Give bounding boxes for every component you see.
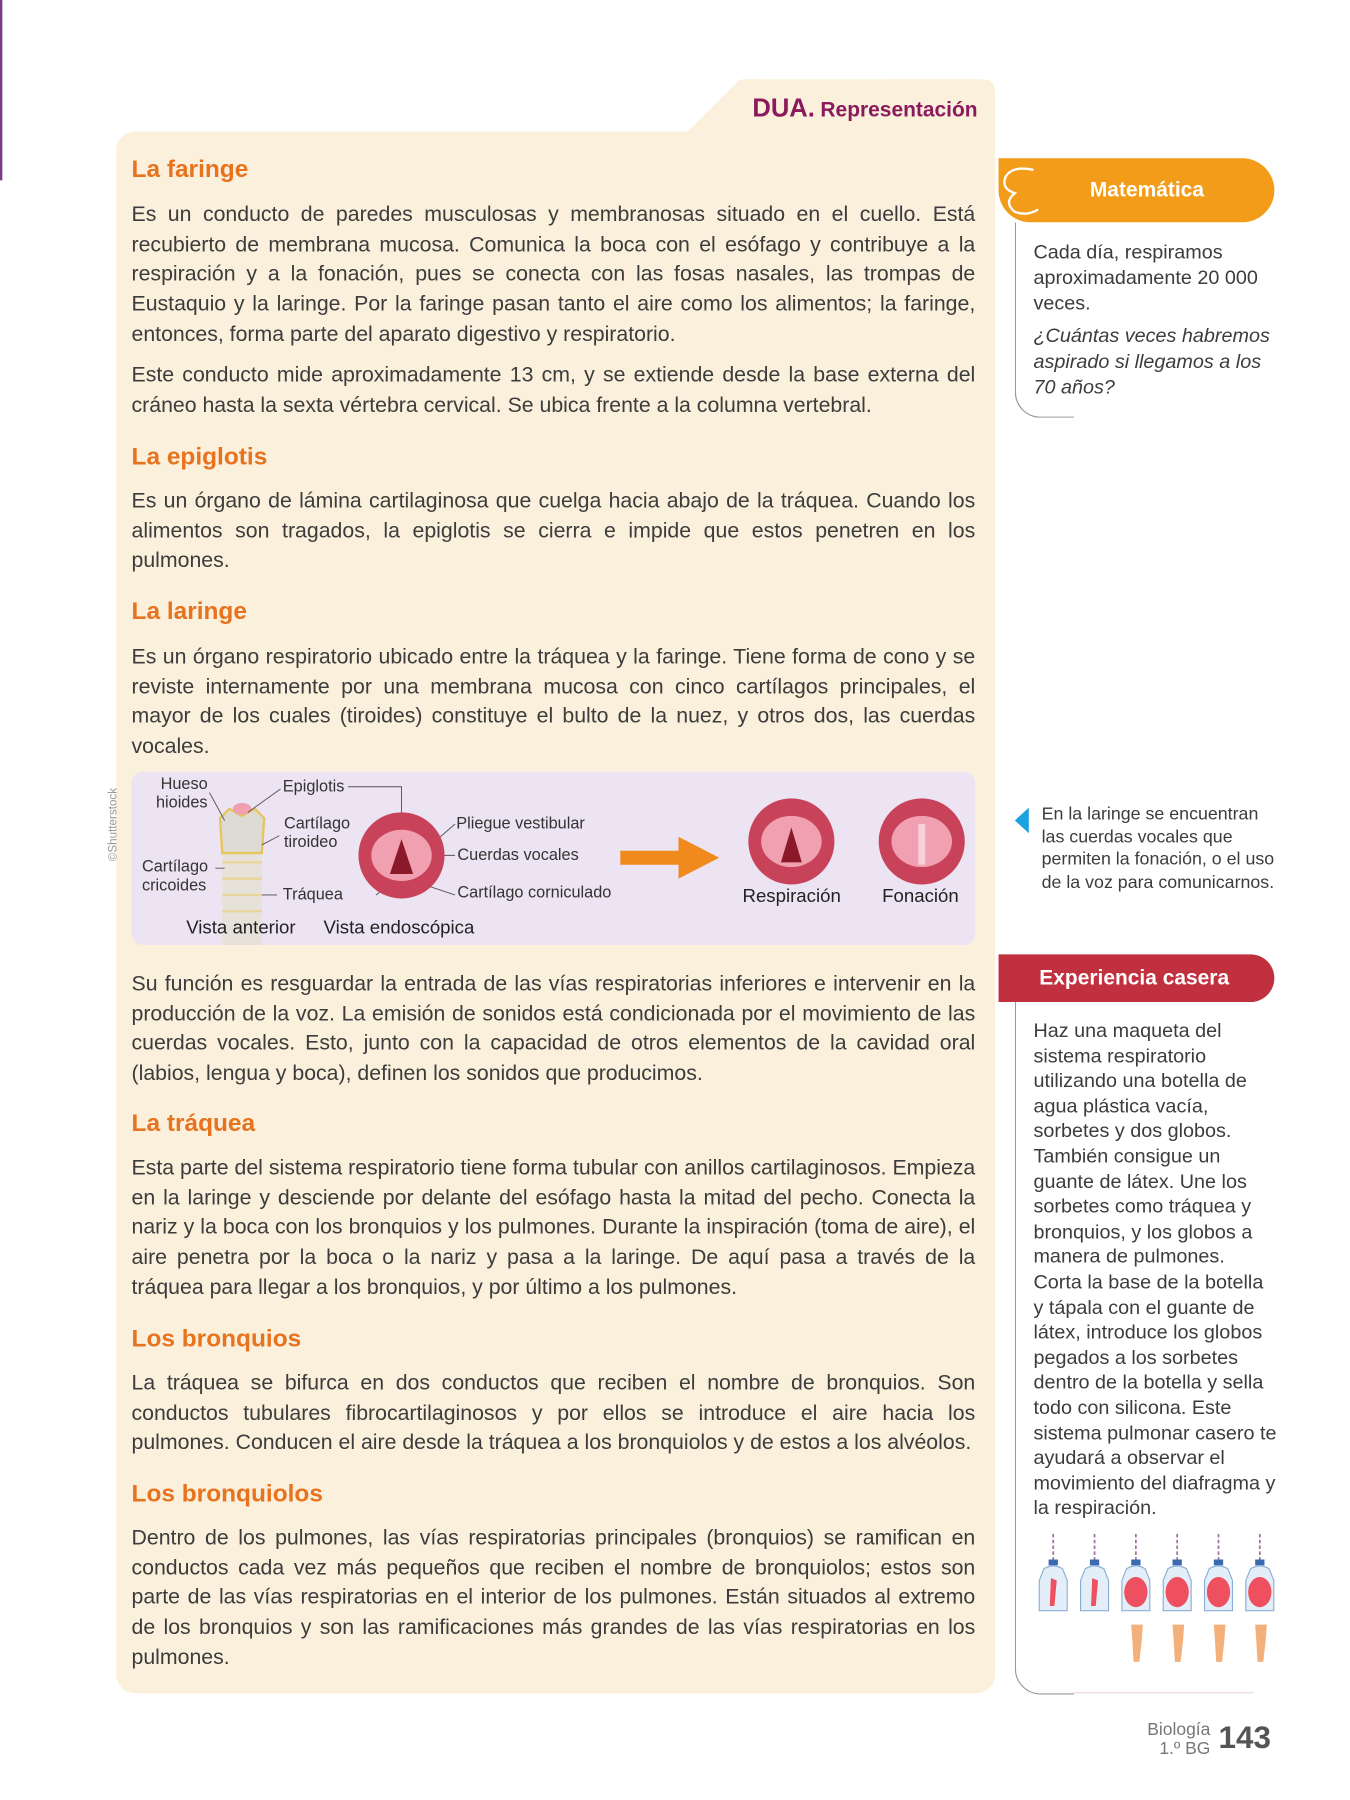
label-hueso: Hueso: [160, 773, 208, 793]
side-note: En la laringe se encuentran las cuerdas vocales que permiten la fonación, o el uso de la voz para comunicarnos.: [1041, 804, 1275, 893]
paragraph: Su función es resguardar la entrada de las vías respiratorias inferiores e intervenir en la producción de la voz. La emisión de sonidos está condicionada por el movimiento de las cuerdas vocales. Esto, junto con la capacidad de otros elementos de la cavidad oral (labios, lengua y boca), definen los sonidos que producimos.: [131, 970, 976, 1085]
bottle-icon: [1205, 1534, 1233, 1662]
caption-respiracion: Respiración: [742, 886, 841, 907]
matematica-content: [1033, 240, 1277, 401]
label-epiglotis: Epiglotis: [282, 776, 345, 795]
heading-epiglotis: La epiglotis: [131, 443, 268, 471]
caption-fonacion: Fonación: [882, 886, 959, 907]
footer-grade: 1.º BG: [1159, 1738, 1211, 1759]
dua-tab: [687, 79, 995, 133]
label-cartilago-cricoides: Cartílago: [141, 856, 209, 876]
experiencia-header: [999, 954, 1275, 1002]
heading-traquea: La tráquea: [131, 1110, 256, 1138]
footer-subject: [1117, 1721, 1210, 1758]
heading-laringe: La laringe: [131, 598, 247, 625]
bottle-icon: [1081, 1534, 1109, 1611]
page-number: 143: [1218, 1720, 1271, 1756]
matematica-question: ¿Cuántas veces habremos aspirado si llegamos a los 70 años?: [1033, 324, 1270, 399]
divider: [1073, 1692, 1253, 1693]
label-cuerdas: Cuerdas vocales: [457, 844, 579, 864]
experiencia-text: Haz una maqueta del sistema respiratorio utilizando una botella de agua plástica vacía, sorbetes y dos globos. También consigue un guante de látex. Une los sorbetes como tráquea y bronquios, y los globos a manera de pulmones. Corta la base de la botella y tápala con el guante de látex, introduce los globos pegados a los sorbetes dentro de la botella y sella todo con silicona. Este sistema pulmonar casero te ayudará a observar el movimiento del diafragma y la respiración.: [1033, 1019, 1277, 1520]
experiencia-title: Experiencia casera: [1039, 965, 1230, 990]
heading-bronquiolos: Los bronquiolos: [131, 1480, 323, 1508]
label-cartilago-tiroideo: Cartílago: [283, 813, 351, 833]
matematica-text: Cada día, respiramos aproximadamente 20 000 veces.: [1033, 240, 1258, 315]
bottle-lungs-illustration: [1030, 1534, 1277, 1677]
paragraph: Este conducto mide aproximadamente 13 cm, y se extiende desde la base externa del cráneo hasta la sexta vértebra cervical. Se ubica frente a la columna vertebral.: [131, 361, 976, 417]
paragraph: Es un órgano de lámina cartilaginosa que cuelga hacia abajo de la tráquea. Cuando los alimentos son tragados, la epiglotis se cierra e impide que estos penetren en los pulmones.: [131, 487, 976, 572]
pointer-triangle-icon: [1015, 808, 1029, 834]
paragraph: Esta parte del sistema respiratorio tiene forma tubular con anillos cartilaginosos. Empieza en la laringe y desciende por delante del esófago hasta la mitad del pecho. Conecta la nariz y la boca con los bronquios y los pulmones. Durante la inspiración (toma de aire), el aire penetra por la boca o la nariz y pasa a la laringe. De aquí pasa a través de la tráquea para llegar a los bronquios, y por último a los pulmones.: [131, 1154, 976, 1299]
dua-label: DUA.: [752, 93, 815, 123]
label-traquea: Tráquea: [282, 884, 343, 904]
arrow-icon: [620, 837, 719, 879]
paragraph: La tráquea se bifurca en dos conductos que reciben el nombre de bronquios. Son conductos tubulares fibrocartilaginosos y por ellos se introduce el aire hacia los pulmones. Conducen el aire desde la tráquea a los bronquiolos y de estos a los alvéolos.: [131, 1369, 976, 1455]
phonation-view: [879, 798, 965, 884]
heading-faringe: La faringe: [131, 155, 249, 183]
label-cricoides: cricoides: [141, 875, 207, 894]
larynx-figure: [132, 772, 976, 945]
bottle-icon: [1122, 1534, 1150, 1662]
page-edge-bar: [0, 0, 2, 180]
bottle-icon: [1039, 1534, 1067, 1611]
paragraph: Es un órgano respiratorio ubicado entre la tráquea y la faringe. Tiene forma de cono y se reviste internamente por una membrana mucosa con cinco cartílagos principales, el mayor de los cuales (tiroides) constituye el bulto de la nuez, y otros dos, las cuerdas vocales.: [131, 643, 976, 758]
heading-bronquios: Los bronquios: [131, 1325, 302, 1353]
footer-subject-name: Biología: [1147, 1720, 1211, 1740]
matematica-title: Matemática: [1089, 178, 1204, 202]
dua-representacion: Representación: [820, 97, 978, 122]
caption-vista-endoscopica: Vista endoscópica: [323, 918, 475, 939]
image-credit: ©Shutterstock: [107, 787, 120, 862]
paragraph: Dentro de los pulmones, las vías respiratorias principales (bronquios) se ramifican en conductos cada vez más pequeños que reciben el nombre de bronquiolos; estos son parte de las vías respiratorias en el interior de los pulmones. Están situados al extremo de los bronquios y son las ramificaciones más grandes de las vías respiratorias en los pulmones.: [131, 1524, 976, 1669]
bottle-icon: [1246, 1534, 1274, 1662]
paragraph: Es un conducto de paredes musculosas y membranosas situado en el cuello. Está recubierto de membrana mucosa. Comunica la boca con el esófago y contribuye a la respiración y a la fonación, pues se conecta con las fosas nasales, las trompas de Eustaquio y la laringe. Por la faringe pasan tanto el aire como los alimentos; la faringe, entonces, forma parte del aparato digestivo y respiratorio.: [131, 201, 976, 346]
caption-vista-anterior: Vista anterior: [186, 918, 296, 939]
bottle-icon: [1163, 1534, 1191, 1662]
endoscopic-view: [358, 812, 444, 898]
matematica-header: [999, 158, 1275, 222]
label-corniculado: Cartílago corniculado: [457, 882, 612, 901]
label-tiroideo: tiroideo: [283, 832, 338, 851]
label-hioides: hioides: [155, 792, 208, 812]
label-pliegue: Pliegue vestibular: [456, 813, 585, 833]
respiration-view: [748, 798, 834, 884]
